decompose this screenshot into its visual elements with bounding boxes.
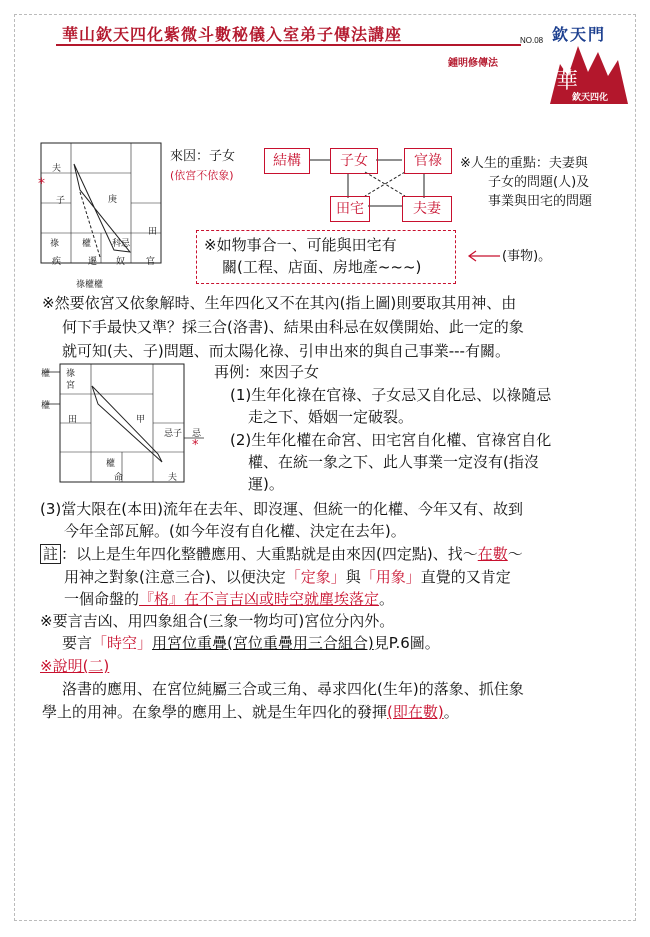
cell-gong: 官: [146, 257, 156, 267]
para3-line-1: (3)當大限在(本田)流年在去年、即沒運、但統一的化權、今年又有、故到: [40, 500, 523, 518]
cell-nu: 奴: [116, 257, 126, 267]
relation-note-line-3: 事業與田宅的問題: [488, 194, 593, 209]
chart2-ming: 命: [114, 473, 124, 483]
property-box: 田宅: [330, 196, 370, 222]
yong-xiang-emphasis: 「用象」: [360, 568, 421, 586]
section-line-1: 洛書的應用、在宮位純屬三合或三角、尋求四化(生年)的落象、抓住象: [62, 680, 524, 698]
chart2-fu: 夫: [168, 473, 178, 483]
logo-caption: 欽天四化: [572, 93, 609, 103]
issue-number: NO.08: [520, 36, 544, 45]
chart2-star: *: [192, 438, 199, 453]
cell-keji: 科忌: [112, 239, 131, 249]
zai-shu-emphasis: 在數: [477, 545, 508, 563]
note-line-1: 註 ：以上是生年四化整體應用、大重點就是由來因(四定點)、找～在數～: [40, 543, 523, 565]
chart2-lu: 祿: [66, 369, 76, 379]
structure-box: 結構: [264, 148, 310, 174]
note-line-3: 一個命盤的『格』在不言吉凶或時空就塵埃落定。: [64, 590, 395, 608]
brand-name: 欽天門: [552, 25, 607, 44]
note-line-2: 用神之對象(注意三合)、以便決定「定象」與「用象」直覺的又肯定: [64, 568, 511, 586]
star-mark: *: [38, 176, 45, 192]
chart2-ji-out: 忌: [192, 429, 202, 439]
para1-line-2: 何下手最快又準？採三合(洛書)、結果由科忌在奴僕開始、此一定的象: [62, 318, 524, 336]
cell-geng: 庚: [108, 195, 118, 205]
relation-note-line-2: 子女的問題(人)及: [488, 175, 590, 190]
children-box: 子女: [330, 148, 378, 174]
cell-lu: 祿: [50, 239, 60, 249]
chart2-quan-out-1: 權: [41, 369, 51, 379]
matter-note-line-2: 關(工程、店面、房地產~~~): [222, 258, 422, 276]
svg-text:華: 華: [556, 69, 579, 94]
cell-quan: 權: [82, 239, 92, 249]
note-tag: 註: [40, 544, 61, 564]
chart2-jia: 甲: [136, 415, 146, 425]
chart2-ming-palace: 宮: [66, 381, 76, 391]
example-item2-line-1: (2)生年化權在命宮、田宅宮自化權、官祿宮自化: [230, 431, 552, 449]
para1-line-1: ※然要依宮又依象解時、生年四化又不在其內(指上圖)則要取其用神、由: [42, 294, 517, 312]
spouse-box: 夫妻: [402, 196, 452, 222]
para4-line-2: 要言「時空」用宮位重疊(宮位重疊用三合組合)見P.6圖。: [62, 634, 440, 652]
matter-arrow-label: (事物)。: [502, 249, 552, 264]
page-title: 華山欽天四化紫微斗數秘儀入室弟子傳法講座: [62, 25, 403, 44]
cell-ji: 疾: [52, 257, 62, 267]
cell-fu: 夫: [52, 164, 62, 174]
overlap-emphasis: 用宮位重疊(宮位重疊用三合組合): [152, 634, 374, 652]
chart1-bottom-label: 祿權權: [76, 280, 104, 290]
cell-tian: 田: [148, 227, 158, 237]
example-item2-line-3: 運)。: [248, 475, 284, 493]
para3-line-2: 今年全部瓦解。(如今年沒有自化權、決定在去年)。: [64, 522, 406, 540]
chart2-ji-zi: 忌子: [164, 429, 183, 439]
cell-zi: 子: [56, 196, 66, 206]
chart2-quan-3: 權: [106, 459, 116, 469]
left-arrow-icon: [466, 250, 502, 262]
cause-sub-label: (依宮不依象): [170, 169, 234, 182]
section-heading: ※說明(二): [40, 657, 110, 675]
cause-label: 來因：子女: [170, 149, 236, 164]
shi-kong-emphasis: 「時空」: [92, 634, 153, 652]
career-box: 官祿: [404, 148, 452, 174]
author-credit: 鍾明修傳法: [448, 58, 498, 69]
example-item1-line-1: (1)生年化祿在官祿、子女忌又自化忌、以祿隨忌: [230, 386, 552, 404]
example-item1-line-2: 走之下、婚姻一定破裂。: [248, 408, 414, 426]
example-label: 再例：來因子女: [214, 363, 320, 381]
title-underline: [56, 44, 521, 46]
chart2-tian: 田: [68, 415, 78, 425]
ji-zai-shu-emphasis: (即在數): [387, 703, 444, 721]
ge-emphasis: 『格』在不言吉凶或時空就塵埃落定: [139, 590, 380, 608]
para1-line-3: 就可知(夫、子)問題、而太陽化祿、引申出來的與自己事業---有關。: [62, 342, 510, 360]
para4-line-1: ※要言吉凶、用四象組合(三象一物均可)宮位分內外。: [40, 612, 395, 630]
relation-note-line-1: ※人生的重點：夫妻與: [460, 156, 588, 171]
example-item2-line-2: 權、在統一象之下、此人事業一定沒有(指沒: [248, 453, 539, 471]
chart2-quan-out-2: 權: [41, 401, 51, 411]
section-line-2: 學上的用神。在象學的應用上、就是生年四化的發揮(即在數)。: [42, 703, 459, 721]
matter-note-line-1: ※如物事合一、可能與田宅有: [204, 236, 397, 254]
ding-xiang-emphasis: 「定象」: [285, 568, 346, 586]
cell-qian: 遷: [88, 257, 98, 267]
